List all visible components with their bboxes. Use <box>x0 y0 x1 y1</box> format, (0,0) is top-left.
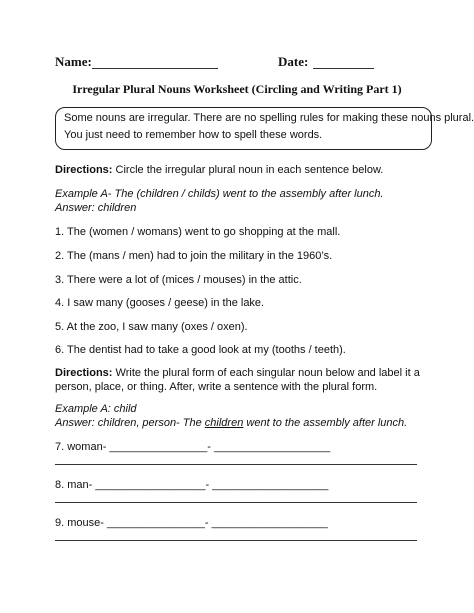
name-field[interactable] <box>92 68 218 69</box>
sentence-line-8[interactable] <box>55 502 417 503</box>
question-3[interactable]: 3. There were a lot of (mices / mouses) in the attic. <box>55 274 302 286</box>
sentence-line-9[interactable] <box>55 540 417 541</box>
directions-1 <box>55 164 383 176</box>
directions-2-label: Directions: <box>55 367 113 379</box>
info-text-line-1: Some nouns are irregular. There are no spelling rules for making these nouns plural. <box>64 112 474 124</box>
question-7[interactable]: 7. woman- ________________- ___________________ <box>55 441 331 453</box>
answer-example-2 <box>55 417 407 429</box>
directions-1-label: Directions: <box>55 164 113 176</box>
question-2[interactable]: 2. The (mans / men) had to join the military in the 1960’s. <box>55 250 333 262</box>
directions-2-text: Write the plural form of each singular noun below and label it a <box>112 367 420 379</box>
question-5[interactable]: 5. At the zoo, I saw many (oxes / oxen). <box>55 321 248 333</box>
example-a-2: Example A: child <box>55 403 137 415</box>
worksheet-title: Irregular Plural Nouns Worksheet (Circling and Writing Part 1) <box>72 82 402 96</box>
sentence-line-7[interactable] <box>55 464 417 465</box>
answer-example-2-prefix: Answer: children, person- The <box>55 417 205 429</box>
directions-2-line-2: person, place, or thing. After, write a sentence with the plural form. <box>55 381 378 393</box>
question-6[interactable]: 6. The dentist had to take a good look at my (tooths / teeth). <box>55 344 346 356</box>
example-a-1: Example A- The (children / childs) went to the assembly after lunch. <box>55 188 384 200</box>
answer-example-2-underlined: children <box>204 417 244 429</box>
question-8[interactable]: 8. man- __________________- ___________________ <box>55 479 329 491</box>
question-9[interactable]: 9. mouse- ________________- ___________________ <box>55 517 328 529</box>
directions-2-line-1 <box>55 367 420 379</box>
name-label: Name: <box>55 54 92 69</box>
question-1[interactable]: 1. The (women / womans) went to go shopping at the mall. <box>55 226 341 238</box>
directions-1-text: Circle the irregular plural noun in each sentence below. <box>112 164 384 176</box>
answer-example-1: Answer: children <box>55 202 137 214</box>
question-4[interactable]: 4. I saw many (gooses / geese) in the lake. <box>55 297 265 309</box>
answer-example-2-suffix: went to the assembly after lunch. <box>243 417 408 429</box>
date-label: Date: <box>278 54 309 69</box>
date-field[interactable] <box>313 68 374 69</box>
info-text-line-2: You just need to remember how to spell these words. <box>64 129 323 141</box>
